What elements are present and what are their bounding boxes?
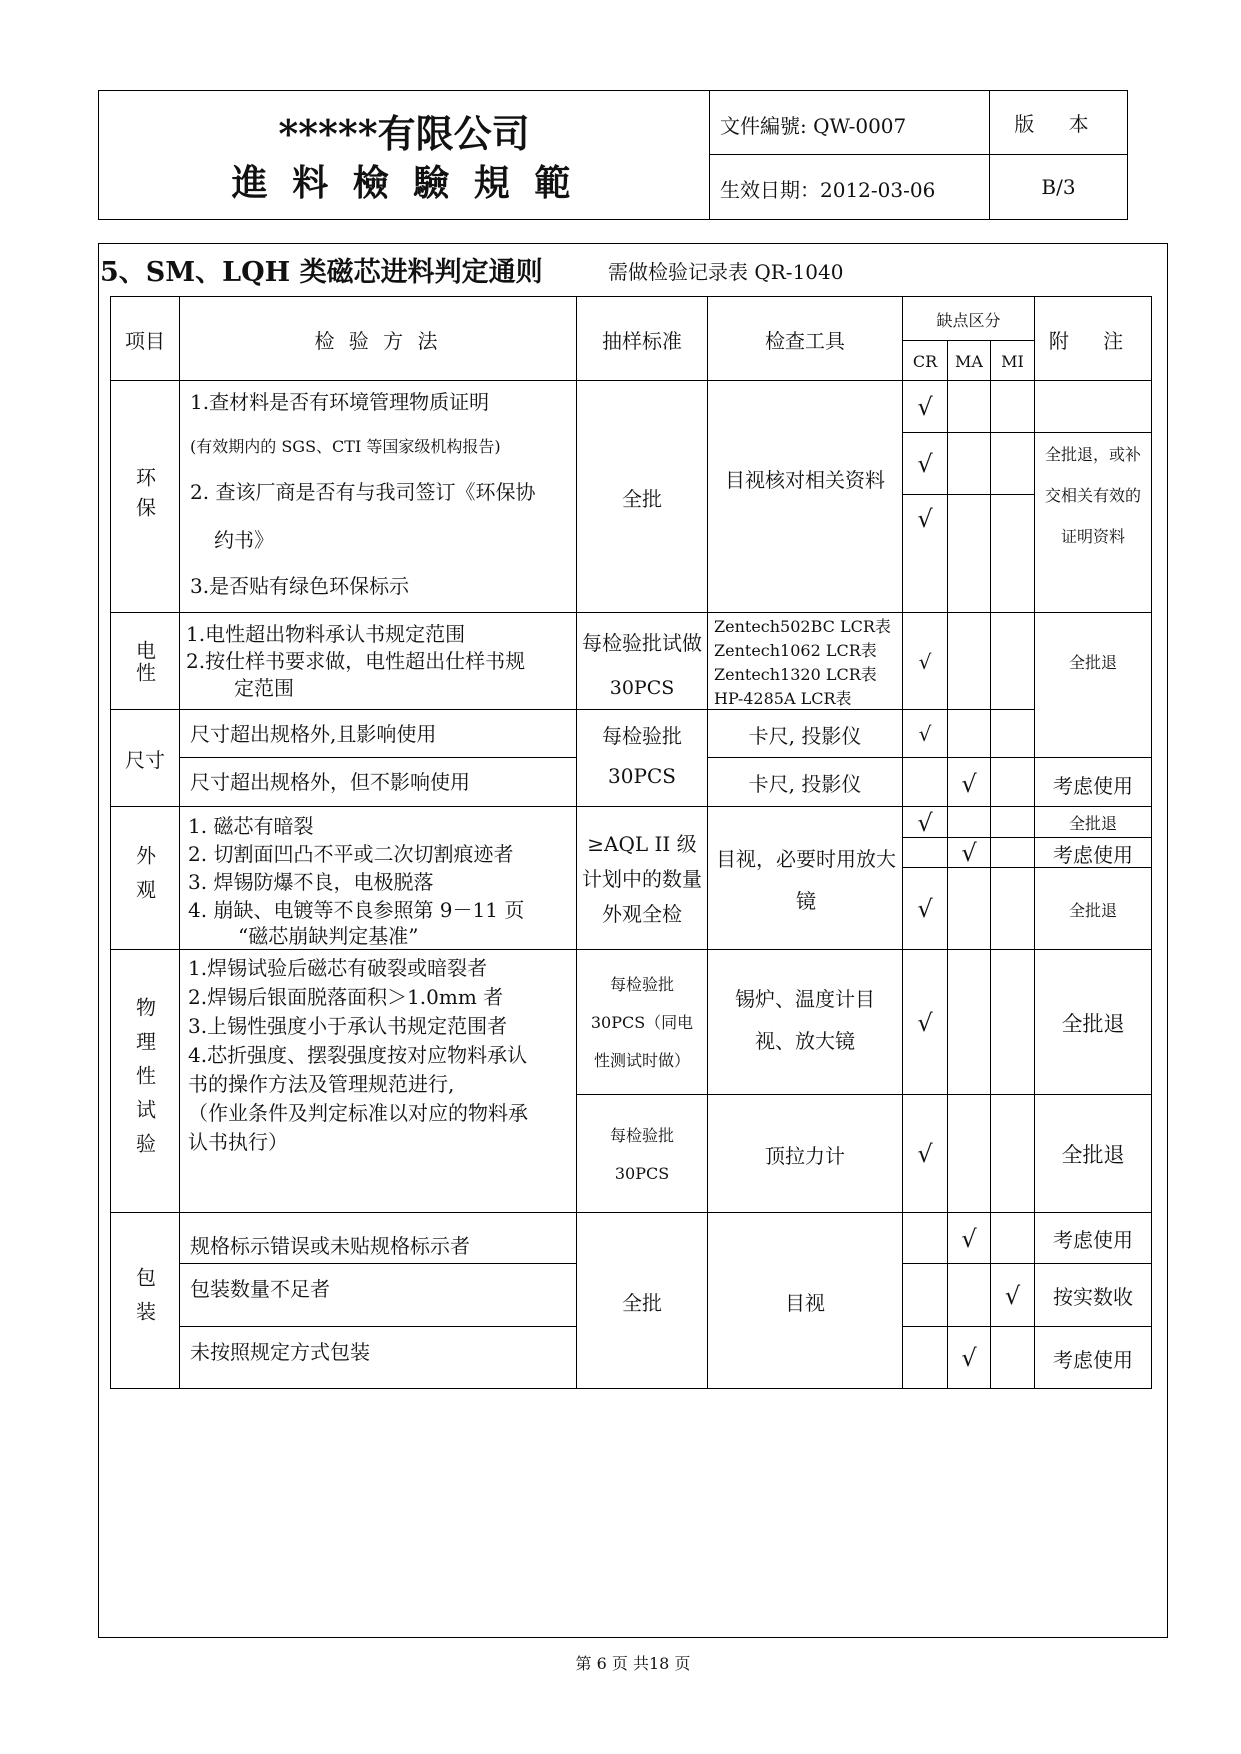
appearance-remark-3: 全批退 <box>1068 900 1117 920</box>
elec-cr-check: √ <box>918 649 932 674</box>
appearance-method-4b: “磁芯崩缺判定基准” <box>238 924 419 948</box>
size-ma-check: √ <box>961 770 977 798</box>
elec-method-1: 1.电性超出物料承认书规定范围 <box>186 622 466 646</box>
col-cr: CR <box>912 351 938 371</box>
size-item: 尺寸 <box>125 748 165 772</box>
page-footer: 第 6 页 共18 页 <box>575 1653 691 1673</box>
size-cr-check: √ <box>918 722 932 746</box>
col-method: 检 验 方 法 <box>314 328 442 353</box>
env-method-2b: 约书》 <box>214 528 274 552</box>
appearance-item: 外观 <box>132 844 157 913</box>
appearance-sampling: ≥AQL II 级计划中的数量外观全检 <box>582 831 702 926</box>
env-item: 环保 <box>132 467 157 527</box>
appearance-tool: 目视，必要时用放大镜 <box>716 847 896 913</box>
appearance-cr-check-2: √ <box>917 895 933 923</box>
size-tool-1: 卡尺, 投影仪 <box>748 723 862 748</box>
pack-method-1: 规格标示错误或未贴规格标示者 <box>190 1234 470 1258</box>
appearance-method-2: 2. 切割面凹凸不平或二次切割痕迹者 <box>188 842 514 866</box>
env-method-3: 3.是否贴有绿色环保标示 <box>190 574 410 598</box>
physical-sampling-1: 每检验批 30PCS（同电性测试时做） <box>590 975 694 1070</box>
physical-method-4: 4.芯折强度、摆裂强度按对应物料承认 <box>188 1043 528 1067</box>
pack-mi-check: √ <box>1004 1281 1021 1310</box>
env-method-1: 1.查材料是否有环境管理物质证明 <box>190 390 490 414</box>
pack-tool: 目视 <box>785 1290 825 1315</box>
doc-number: 文件編號: QW-0007 <box>720 114 907 138</box>
physical-cr-check-2: √ <box>917 1140 933 1168</box>
col-tool: 检查工具 <box>765 328 845 353</box>
elec-method-2b: 定范围 <box>234 676 294 700</box>
pack-remark-1: 考虑使用 <box>1053 1228 1133 1252</box>
size-tool-2: 卡尺, 投影仪 <box>748 771 862 796</box>
version-value: B/3 <box>1041 175 1076 199</box>
pack-remark-3: 考虑使用 <box>1053 1347 1133 1372</box>
env-cr-check-1: √ <box>917 393 933 421</box>
physical-method-1: 1.焊锡试验后磁芯有破裂或暗裂者 <box>188 956 488 980</box>
elec-tool-1: Zentech502BC LCR表 <box>714 617 891 636</box>
section-title: 5、SM、LQH 类磁芯进料判定通则 <box>100 257 543 288</box>
elec-remark: 全批退 <box>1068 653 1117 672</box>
env-sampling: 全批 <box>622 486 662 511</box>
elec-tool-4: HP-4285A LCR表 <box>714 689 852 708</box>
env-remark: 全批退，或补交相关有效的证明资料 <box>1044 444 1141 546</box>
physical-method-3: 3.上锡性强度小于承认书规定范围者 <box>188 1014 508 1038</box>
env-tool: 目视核对相关资料 <box>725 468 885 492</box>
document-title: 進 料 檢 驗 規 範 <box>231 161 577 204</box>
physical-item: 物理性试验 <box>132 996 157 1167</box>
appearance-cr-check-1: √ <box>917 808 933 837</box>
appearance-method-3: 3. 焊锡防爆不良，电极脱落 <box>188 870 434 894</box>
col-mi: MI <box>1001 351 1024 371</box>
elec-method-2: 2.按仕样书要求做，电性超出仕样书规 <box>186 649 526 673</box>
appearance-method-4: 4. 崩缺、电镀等不良参照第 9－11 页 <box>188 898 525 922</box>
size-sampling: 每检验批 <box>602 723 682 748</box>
physical-cr-check-1: √ <box>917 1008 933 1037</box>
col-sampling: 抽样标准 <box>602 328 682 353</box>
physical-remark-1: 全批退 <box>1061 1011 1125 1036</box>
record-note: 需做检验记录表 QR-1040 <box>608 260 844 284</box>
elec-tool-2: Zentech1062 LCR表 <box>714 641 877 660</box>
appearance-remark-1: 全批退 <box>1068 814 1117 833</box>
physical-method-5b: 认书执行） <box>188 1130 288 1154</box>
physical-remark-2: 全批退 <box>1061 1143 1125 1167</box>
size-method-2: 尺寸超出规格外，但不影响使用 <box>190 770 470 794</box>
appearance-method-1: 1. 磁芯有暗裂 <box>188 814 314 838</box>
col-ma: MA <box>955 351 983 371</box>
col-item: 项目 <box>125 328 165 353</box>
effective-date: 生效日期：2012-03-06 <box>720 178 936 202</box>
pack-item: 包装 <box>132 1267 157 1335</box>
version-label: 版 本 <box>1014 111 1103 136</box>
appearance-remark-2: 考虑使用 <box>1053 842 1133 867</box>
env-cr-check-3: √ <box>917 505 933 533</box>
elec-item: 电性 <box>132 639 157 684</box>
physical-tool-1: 锡炉、温度计目视、放大镜 <box>735 987 875 1053</box>
physical-tool-2: 顶拉力计 <box>765 1143 845 1168</box>
env-method-1b: (有效期内的 SGS、CTI 等国家级机构报告) <box>190 437 501 456</box>
size-method-1: 尺寸超出规格外,且影响使用 <box>190 722 437 746</box>
physical-method-2: 2.焊锡后银面脱落面积＞1.0mm 者 <box>188 985 504 1009</box>
physical-method-5: （作业条件及判定标准以对应的物料承 <box>188 1101 528 1125</box>
pack-ma-check-1: √ <box>961 1224 977 1253</box>
size-sampling-qty: 30PCS <box>608 764 676 788</box>
pack-ma-check-2: √ <box>961 1344 977 1372</box>
size-remark: 考虑使用 <box>1053 773 1133 798</box>
elec-sampling-qty: 30PCS <box>609 677 675 699</box>
elec-tool-3: Zentech1320 LCR表 <box>714 665 877 684</box>
physical-method-4b: 书的操作方法及管理规范进行, <box>188 1072 455 1096</box>
appearance-ma-check: √ <box>961 839 977 867</box>
env-method-2: 2. 查该厂商是否有与我司签订《环保协 <box>190 480 536 504</box>
env-cr-check-2: √ <box>917 450 933 478</box>
col-remark: 附 注 <box>1048 328 1138 353</box>
elec-sampling: 每检验批试做 <box>582 631 702 655</box>
col-defect-group: 缺点区分 <box>936 310 1001 330</box>
pack-remark-2: 按实数收 <box>1053 1285 1133 1309</box>
pack-method-2: 包装数量不足者 <box>190 1277 330 1301</box>
pack-sampling: 全批 <box>622 1290 662 1315</box>
pack-method-3: 未按照规定方式包装 <box>190 1340 370 1364</box>
physical-sampling-2: 每检验批 30PCS <box>609 1126 674 1183</box>
company-name: *****有限公司 <box>278 110 530 156</box>
